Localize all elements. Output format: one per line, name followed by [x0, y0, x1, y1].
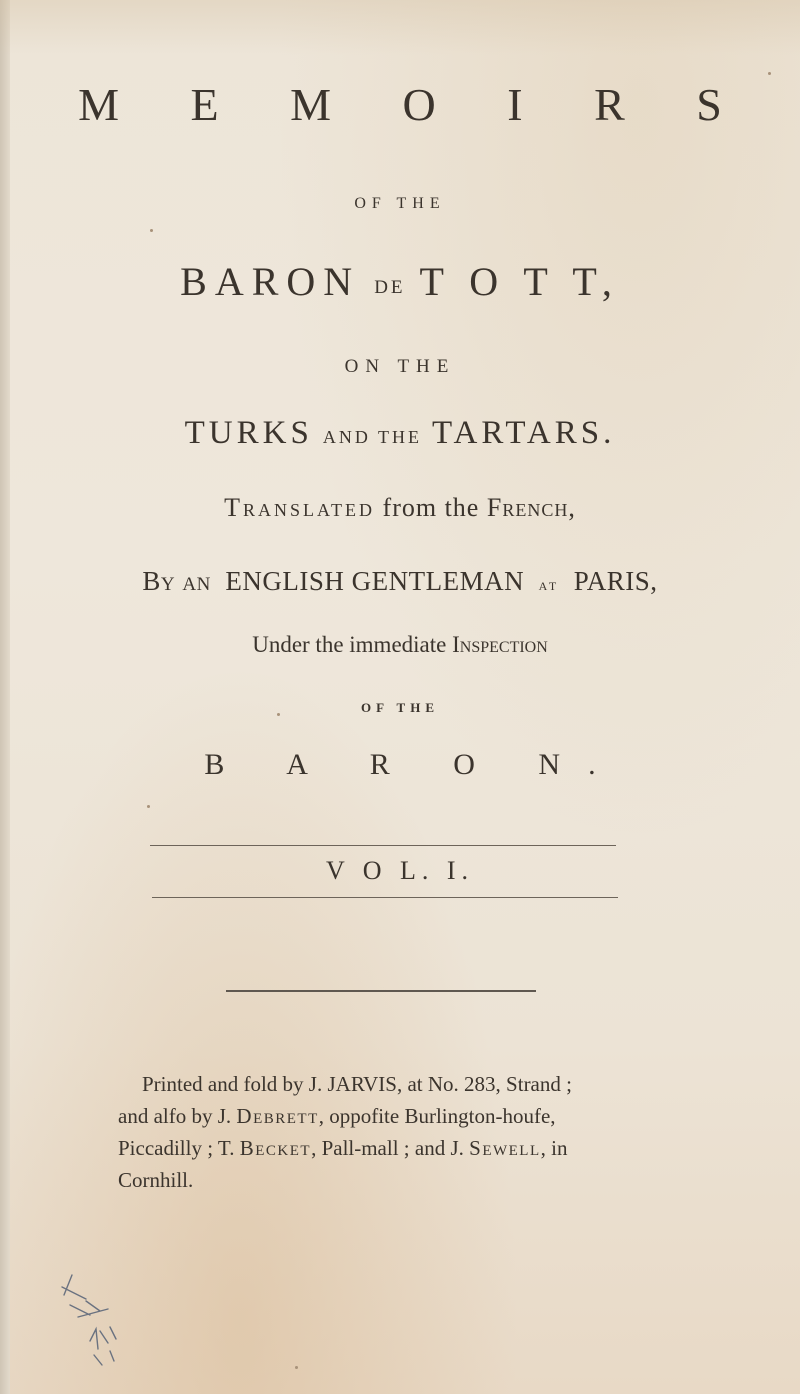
- translator-line: [0, 566, 800, 597]
- pencil-annotation: [50, 1265, 160, 1385]
- baron-word: BARON: [180, 259, 361, 304]
- de-particle: DE: [374, 277, 406, 298]
- foxing-speck: [295, 1366, 298, 1369]
- imprint-line-2: and alfo by J. Debrett, oppofite Burlington-houfe,: [118, 1104, 556, 1128]
- under-text: Under the immediate: [252, 632, 447, 657]
- inspection-word: Inspection: [452, 632, 548, 657]
- on-the-line: ON THE: [344, 356, 456, 377]
- translated-word: Translated: [224, 493, 376, 522]
- at-word: at: [538, 575, 560, 594]
- french-word: French,: [486, 493, 576, 522]
- and-the-words: AND THE: [322, 427, 422, 447]
- of-the-line-2: OF THE: [360, 700, 440, 715]
- imprint-line-1: Printed and fold by J. JARVIS, at No. 283, Strand ;: [142, 1072, 572, 1096]
- rule-above-volume: [150, 845, 616, 846]
- inspection-line: [0, 632, 800, 658]
- imprint-line-3: Piccadilly ; T. Becket, Pall-mall ; and J. Sewell, in: [118, 1136, 568, 1160]
- translated-line: [0, 493, 800, 523]
- foxing-speck: [147, 805, 150, 808]
- page-stain: [0, 0, 800, 55]
- turks-word: TURKS: [184, 415, 313, 451]
- tott-surname: T O T T,: [419, 259, 620, 304]
- imprint-line-4: Cornhill.: [118, 1168, 194, 1192]
- from-the-words: from the: [382, 493, 480, 522]
- main-title: M E M O I R S: [78, 79, 752, 130]
- baron-line-2: B A R O N.: [204, 748, 624, 781]
- debrett-name: Debrett: [236, 1104, 319, 1128]
- english-gentleman: ENGLISH GENTLEMAN: [225, 566, 525, 596]
- becket-name: Becket: [239, 1136, 312, 1160]
- sewell-name: Sewell: [469, 1136, 541, 1160]
- foxing-speck: [277, 713, 280, 716]
- of-the-line: OF THE: [354, 195, 446, 212]
- ornamental-rule: [226, 990, 536, 992]
- imprint-block: [118, 1068, 678, 1196]
- by-an-words: By an: [142, 566, 211, 596]
- tartars-word: TARTARS.: [432, 415, 616, 451]
- foxing-speck: [768, 72, 771, 75]
- turks-tartars-line: [0, 415, 800, 452]
- volume-number: V O L. I.: [325, 856, 475, 885]
- rule-below-volume: [152, 897, 618, 898]
- foxing-speck: [150, 229, 153, 232]
- paris-word: PARIS,: [573, 566, 658, 596]
- baron-name-line: [0, 258, 800, 305]
